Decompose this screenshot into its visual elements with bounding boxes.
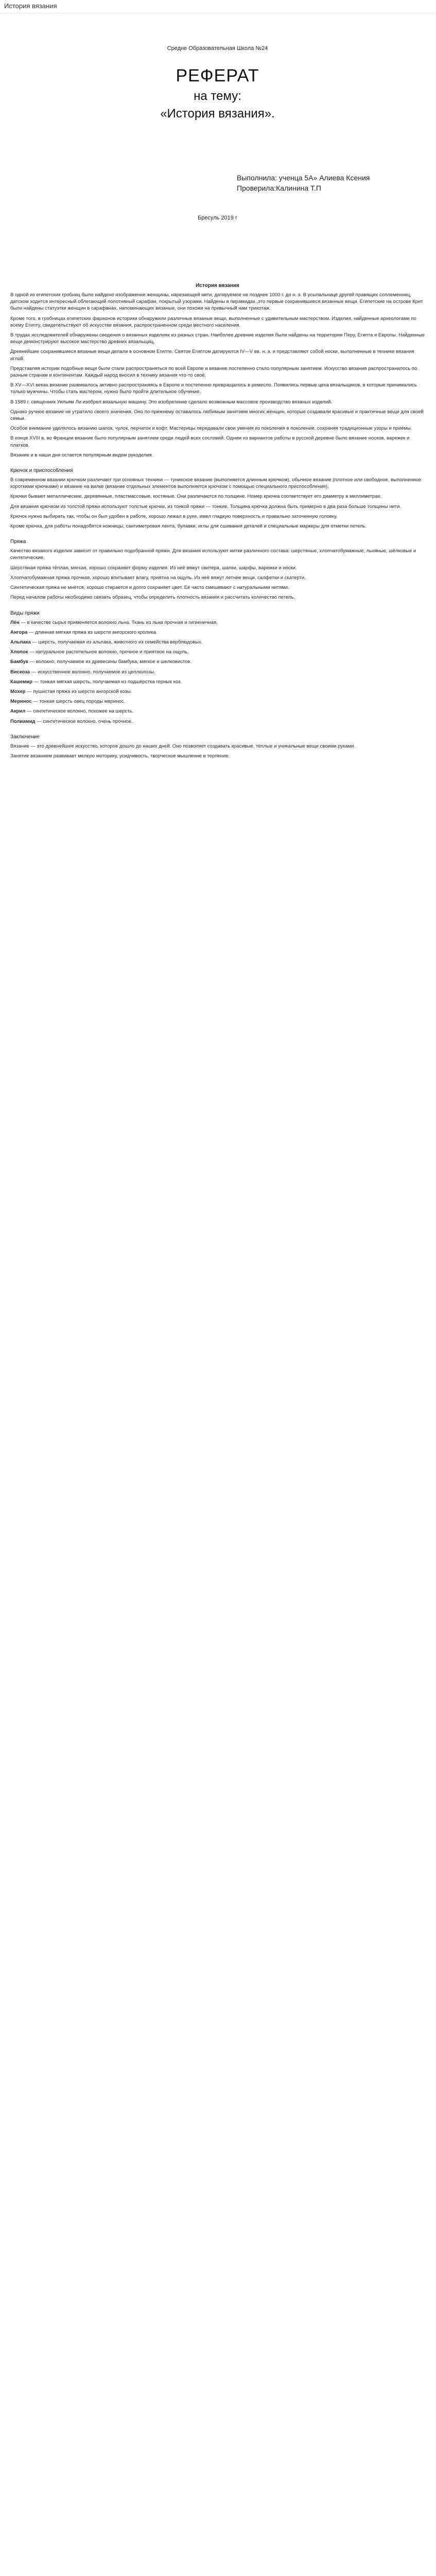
yarn-term (10, 619, 425, 626)
paragraph: Крючок нужно выбирать так, чтобы он был удобен в работе, хорошо лежал в руке, имел гладкую поверхность и правильно заточенную головку. (10, 513, 338, 519)
paragraph: В конце XVIII в. во Франции вязание было популярным занятием среди людей всех сословий. Одним из вариантов работы в русской деревне было вязание носков, варежек и платков. (10, 435, 410, 448)
paragraph: Представляя истории подобные вещи были стали распространяться по всей Европе и вязание постепенно стало популярным занятием. Искусство вязания распространилось по разным странам и континентам. Каждый народ вносил в технику вязания что-то своё. (10, 365, 417, 379)
cover-school: Средне Образовательная Школа №24 (167, 45, 268, 52)
yarn-term (10, 629, 425, 636)
section-2-body (10, 477, 425, 530)
yarn-term-name: Мохер (10, 688, 26, 694)
yarn-term-name: Бамбук (10, 659, 28, 665)
yarn-term-text: — синтетическое волокно, очень прочное. (35, 718, 133, 724)
section-4-body (10, 619, 425, 725)
yarn-term-text: — в качестве сырья применяется волокно льна. Ткань из льна прочная и гигиеничная. (19, 619, 218, 625)
yarn-term-name: Вискоза (10, 669, 30, 675)
paragraph: Занятие вязанием развивает мелкую моторику, усидчивость, творческое мышление и терпение. (10, 753, 230, 759)
yarn-term (10, 649, 425, 655)
paragraph: Шерстяная пряжа тёплая, мягкая, хорошо сохраняет форму изделия. Из неё вяжут свитера, шапки, шарфы, варежки и носки. (10, 565, 297, 571)
yarn-term (10, 698, 425, 705)
yarn-term-name: Акрил (10, 708, 26, 715)
yarn-term-text: — натуральное растительное волокно, прочное и приятное на ощупь. (28, 649, 189, 655)
paragraph: Однако ручное вязание не утратило своего значения. Оно по-прежнему оставалось любимым занятием многих женщин, которые создавали красивые и практичные вещи для своей семьи. (10, 409, 424, 422)
yarn-term-name: Кашемир (10, 679, 32, 685)
yarn-term (10, 688, 425, 695)
section-5-body (10, 743, 425, 759)
section-title: Виды пряжи (10, 610, 40, 616)
yarn-term-text: — пушистая пряжа из шерсти ангорской козы. (25, 688, 132, 694)
yarn-term-text: — синтетическое волокно, похожее на шерсть. (25, 708, 134, 715)
paragraph: Перед началом работы необходимо связать образец, чтобы определить плотность вязания и рассчитать количество петель. (10, 595, 295, 601)
yarn-term-text: — волокно, получаемое из древесины бамбука, мягкое и шелковистое. (28, 659, 192, 665)
section-title: Крючок и приспособления (10, 468, 73, 474)
yarn-term-text: — шерсть, получаемая из альпака, животного из семейства верблюдовых. (30, 639, 203, 645)
paragraph: В одной из египетских гробниц было найдено изображение женщины, нарезающей нити, датируемое не позднее 1000 г. до н. э. В усыпальнице другой правящих соплеменниц, датском ходится интересный облегающий полотняный сарафан, покрытый узорами. Найдены в пирамидах ,это первые сохранившиеся вязанные вещи. Египетские на острове Крит были найдены статуэтки женщин в сарафанах, напоминающих вязаные, они похожи на привычный нам трикотаж. (10, 292, 423, 312)
yarn-term-name: Альпака (10, 639, 31, 645)
cover-author: Выполнила: ученца 5А» Алиева Ксения (237, 174, 370, 182)
document-body (0, 45, 436, 759)
paragraph: Вязание и в наши дни остается популярным видом рукоделия. (10, 452, 153, 458)
cover-author-block (237, 173, 425, 193)
page (0, 0, 436, 759)
paragraph: Крючки бывают металлические, деревянные, пластмассовые, костяные. Они различаются по толщине. Номер крючка соответствует его диаметру в миллиметрах. (10, 494, 382, 500)
paragraph: В XV—XVI веках вязание развивалось активно распространяясь в Европе и постепенно превращалось в ремесло. Появились первые цеха вязальщиков, в которые принимались только мужчины. Чтобы стать мастером, нужно было пройти длительное обучение. (10, 382, 417, 395)
paragraph: Качество вязаного изделия зависит от правильно подобранной пряжи. Для вязания используют нитки различного состава: шерстяные, хлопчатобумажные, льняные, шёлковые и синтетические. (10, 548, 416, 561)
paragraph: Кроме того, в гробницах египетских фараонов историки обнаружили различные вязаные вещи, выполненные с удивительным мастерством. Изделия, найденные археологами по всему Египту, свидетельствуют об искусстве вязания, распространенном среди местного населения. (10, 315, 416, 328)
yarn-term-name: Меринос (10, 699, 32, 705)
paragraph: Вязание — это древнейшее искусство, которое дошло до наших дней. Оно позволяет создавать красивые, тёплые и уникальные вещи своими руками. (10, 743, 356, 749)
yarn-term-text: — искусственное волокно, получаемое из целлюлозы. (30, 669, 155, 675)
yarn-term-name: Хлопок (10, 649, 28, 655)
paragraph: Кроме крючка, для работы понадобятся ножницы, сантиметровая лента, булавки, иглы для сшивания деталей и специальные маркеры для отметки петель. (10, 523, 367, 530)
paragraph: Синтетическая пряжа не мнётся, хорошо стирается и долго сохраняет цвет. Её часто смешивают с натуральными нитями. (10, 585, 289, 591)
yarn-term-name: Полиамид (10, 718, 36, 724)
paragraph: Хлопчатобумажная пряжа прочная, хорошо впитывает влагу, приятна на ощупь. Из неё вяжут летние вещи, салфетки и скатерти. (10, 574, 306, 581)
paragraph: В трудах исследователей обнаружены сведения о вязанных изделиях из разных стран. Наиболее древние изделия были найдены на территории Перу, Египта и Европы. Найденные вещи демонстрируют высокое мастерство древних вязальщиц. (10, 332, 425, 345)
section-1-body (10, 292, 425, 459)
yarn-term-text: — тонкая мягкая шерсть, получаемая из подшёрстка горных коз. (32, 679, 182, 685)
section-title: Пряжа (10, 539, 26, 545)
document-title: История вязания (0, 0, 436, 13)
yarn-term (10, 718, 425, 725)
yarn-term-name: Ангора (10, 629, 28, 635)
cover-checked: Проверила:Калинина Т.П (237, 184, 321, 192)
yarn-term-text: — тонкая шерсть овец породы меринос. (31, 699, 126, 705)
section-title: История вязания (196, 283, 239, 289)
yarn-term-name: Лён (10, 619, 20, 625)
paragraph: Для вязания крючком из толстой пряжи используют толстые крючки, из тонкой пряжи — тонкие. Толщина крючка должна быть примерно в два раза больше толщины нити. (10, 503, 402, 510)
section-3-body (10, 548, 425, 601)
yarn-term (10, 708, 425, 715)
section-title: Заключение (10, 734, 40, 740)
cover-kind: РЕФЕРАТ (176, 66, 259, 86)
paragraph: В 1589 г. священник Уильям Ли изобрел вязальную машину. Это изобретение сделало возможным массовое производство вязаных изделий. (10, 399, 333, 405)
yarn-term (10, 658, 425, 665)
cover-city-year: Бресуль 2019 г (198, 215, 237, 221)
paragraph: Древнейшие сохранившиеся вязаные вещи делали в основном Египте. Святое Египтом датируются IV—V вв. н. э. и представляют собой носки, выполненные в технике вязания иглой. (10, 349, 414, 362)
yarn-term (10, 679, 425, 685)
cover-topic: «История вязания». (160, 107, 275, 121)
yarn-term (10, 639, 425, 646)
yarn-term (10, 669, 425, 675)
paragraph: В современном вязании крючком различают три основных техники — туникское вязание (выполняется длинным крючком), обычное вязание (плотное или свободное, выполненное короткими крючками) и вязание на вилке (вязание отдельных элементов выполняется крючком с помощью специального приспособления). (10, 477, 422, 490)
cover-subtitle: на тему: (194, 89, 241, 103)
paragraph: Особое внимание уделялось вязанию шапок, чулок, перчаток и кофт. Мастерицы передавали свои умения из поколения в поколение, сохраняя традиционные узоры и приёмы. (10, 426, 412, 432)
yarn-term-text: — длинная мягкая пряжа из шерсти ангорского кролика. (27, 629, 158, 635)
